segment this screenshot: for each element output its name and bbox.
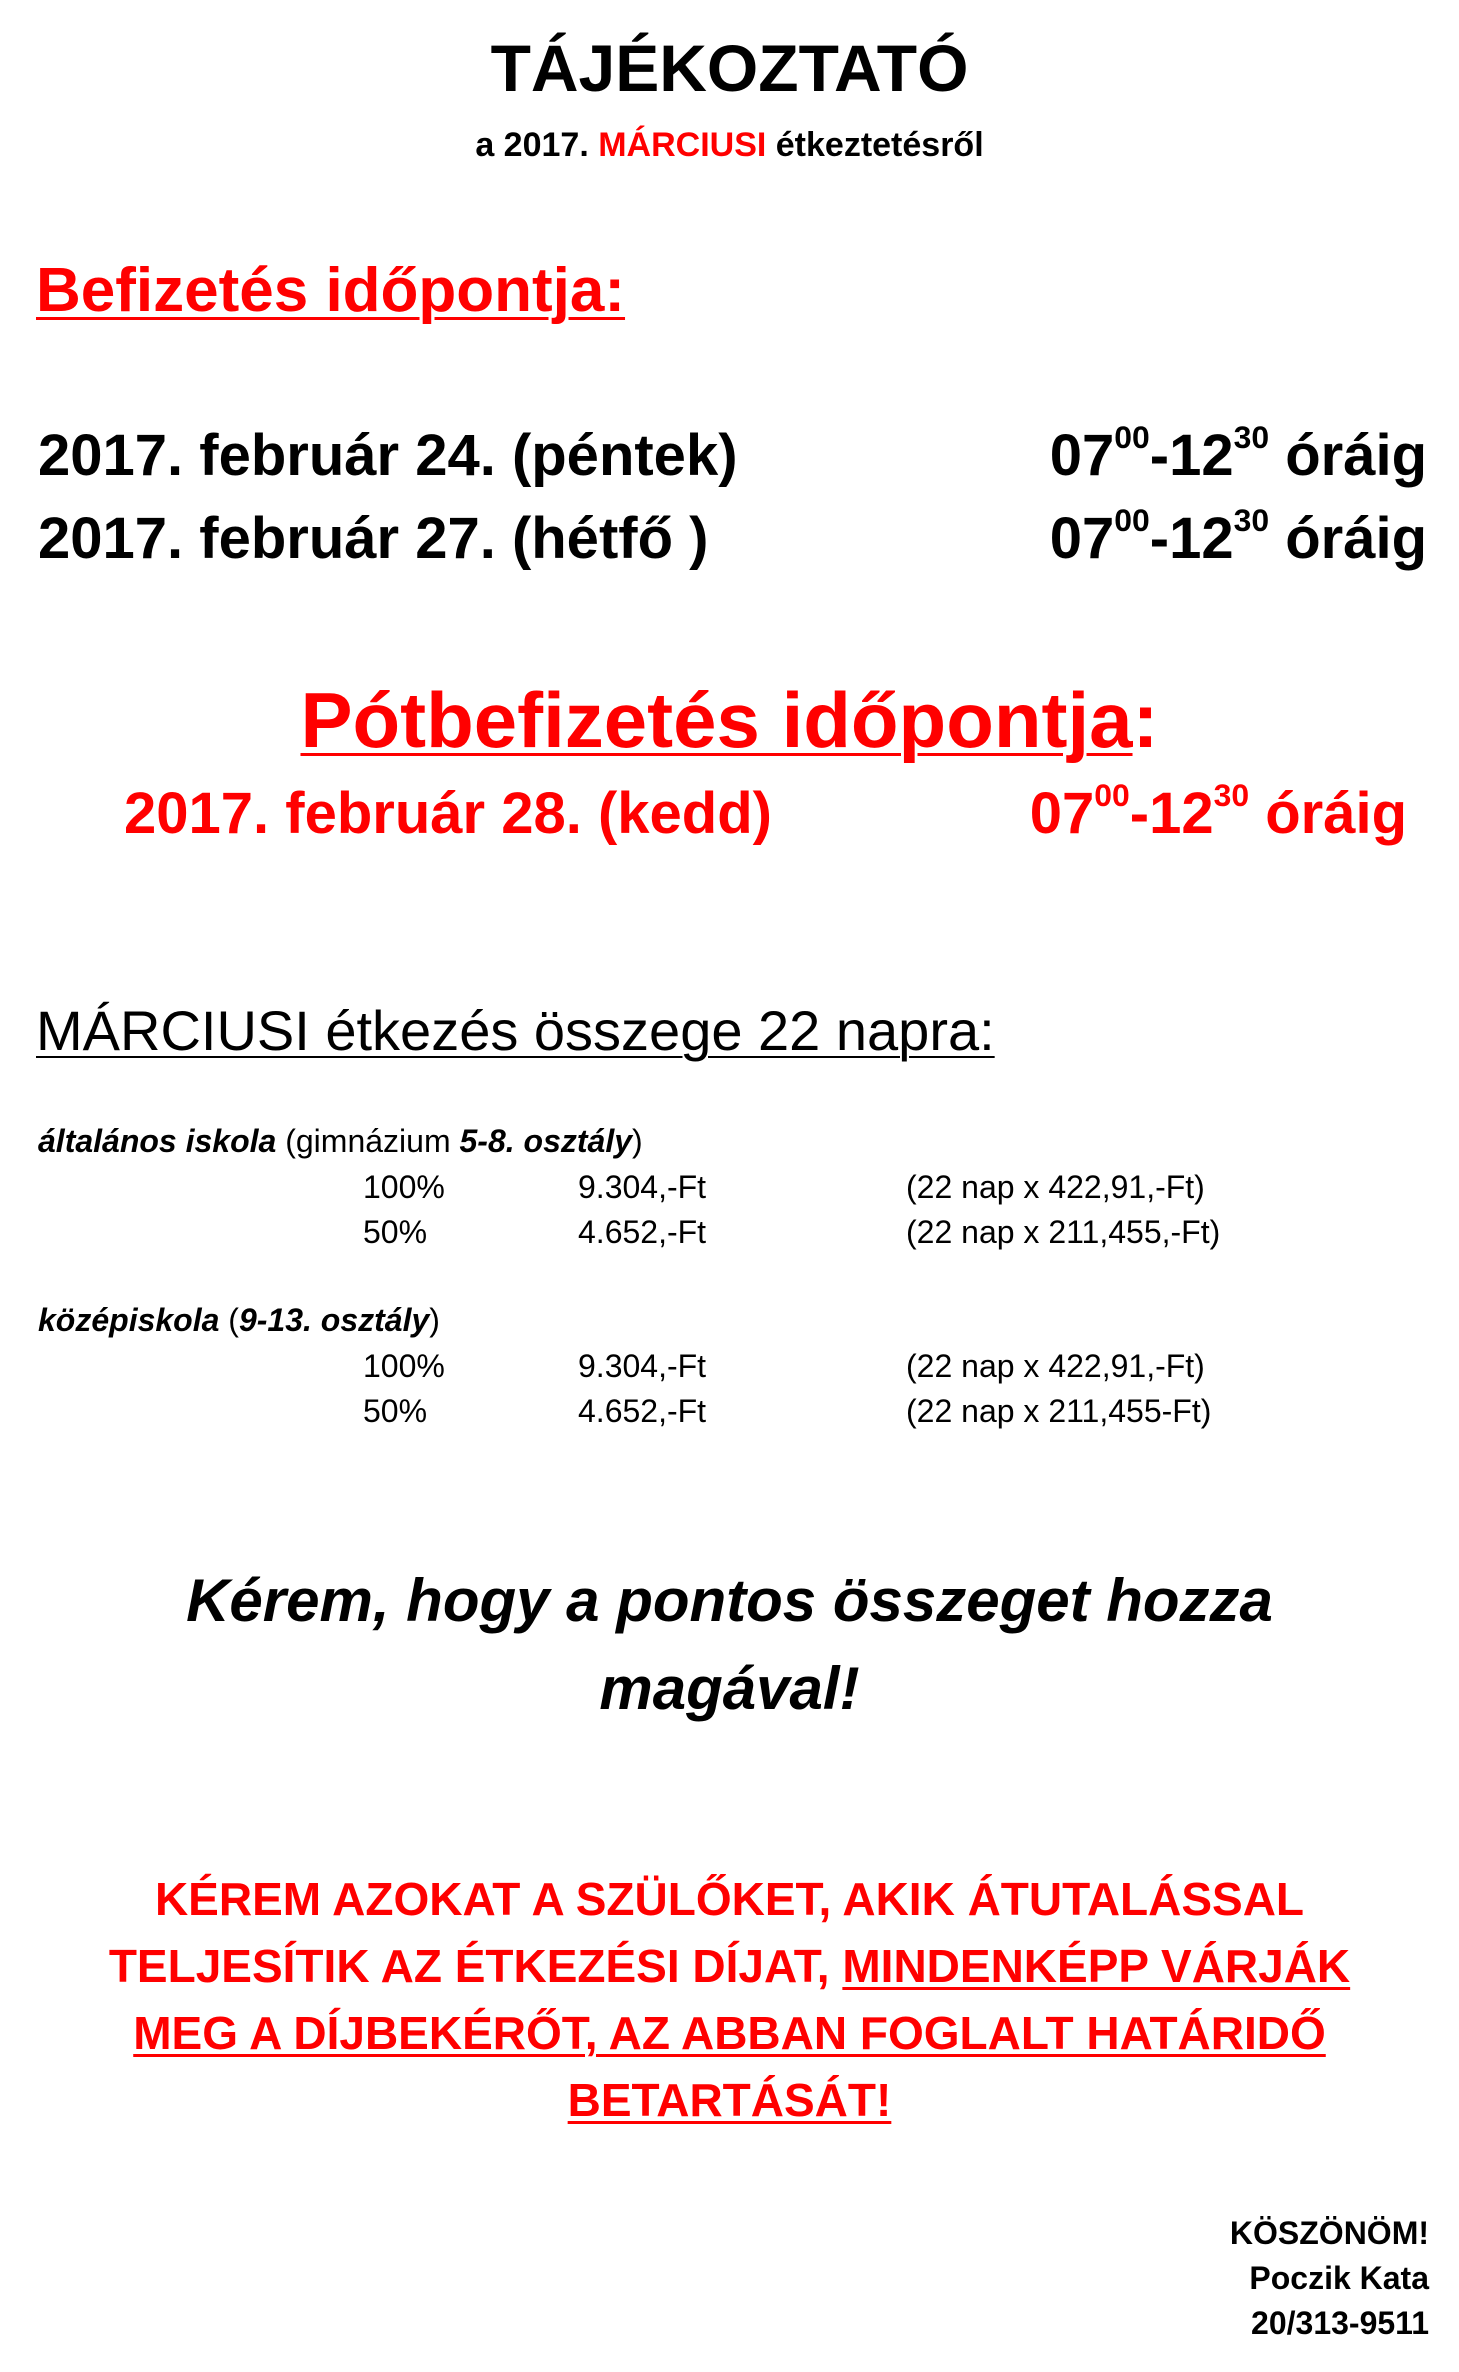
time-to-hour: -12 [1149,423,1234,488]
signature-name: Poczik Kata [1249,2260,1429,2296]
time-to-hour: -12 [1129,781,1214,846]
late-payment-heading-colon: : [1132,676,1159,764]
subtitle-post: étkeztetésről [766,126,984,164]
time-from-hour: 07 [1049,423,1115,488]
time-from-hour: 07 [1029,781,1095,846]
row-calculation: (22 nap x 211,455,-Ft) [906,1214,1221,1250]
time-suffix: óráig [1269,423,1427,488]
category-name: általános iskola [38,1123,277,1159]
row-calculation: (22 nap x 211,455-Ft) [906,1393,1212,1429]
row-percent: 50% [363,1214,428,1250]
notice-line-3 [0,2000,1459,2067]
notice-line-4-underlined: BETARTÁSÁT! [567,2074,892,2126]
notice-line-3-underlined: MEG A DÍJBEKÉRŐT, AZ ABBAN FOGLALT HATÁRIDŐ [133,2007,1326,2059]
time-suffix: óráig [1269,506,1427,571]
row-amount: 9.304,-Ft [578,1348,707,1384]
time-suffix: óráig [1249,781,1407,846]
category-paren-open: ( [219,1302,239,1338]
payment-date-2: 2017. február 27. (hétfő ) [38,506,709,571]
time-from-minute: 00 [1114,501,1150,538]
row-amount: 4.652,-Ft [578,1214,707,1250]
category-paren-open: (gimnázium [276,1123,460,1159]
late-payment-time [1029,776,1407,847]
transfer-notice [0,1866,1459,2134]
signature-phone: 20/313-9511 [1251,2305,1429,2341]
late-payment-heading-text: Pótbefizetés időpontja [300,676,1133,764]
payment-heading: Befizetés időpontja: [36,256,626,325]
time-to-minute: 30 [1233,501,1270,538]
late-payment-date: 2017. február 28. (kedd) [124,781,772,846]
page-subtitle [0,126,1459,165]
category-paren-close: ) [632,1123,643,1159]
row-percent: 50% [363,1393,428,1429]
notice-line-1: KÉREM AZOKAT A SZÜLŐKET, AKIK ÁTUTALÁSSAL [154,1873,1305,1925]
category-secondary [38,1302,440,1339]
time-to-minute: 30 [1233,418,1270,455]
time-to-hour: -12 [1149,506,1234,571]
payment-time-2 [1049,501,1427,572]
category-paren-close: ) [429,1302,440,1338]
time-from-minute: 00 [1114,418,1150,455]
time-to-minute: 30 [1213,776,1250,813]
amounts-heading: MÁRCIUSI étkezés összege 22 napra: [36,999,995,1062]
signature-thanks: KÖSZÖNÖM! [1229,2215,1429,2251]
row-calculation: (22 nap x 422,91,-Ft) [906,1348,1205,1384]
row-percent: 100% [363,1169,445,1205]
row-amount: 9.304,-Ft [578,1169,707,1205]
payment-date-1: 2017. február 24. (péntek) [38,423,738,488]
notice-line-4 [0,2067,1459,2134]
subtitle-month: MÁRCIUSI [598,126,767,164]
row-calculation: (22 nap x 422,91,-Ft) [906,1169,1205,1205]
category-grade: 9-13. osztály [238,1302,430,1338]
row-amount: 4.652,-Ft [578,1393,707,1429]
category-name: középiskola [38,1302,220,1338]
page-title: TÁJÉKOZTATÓ [490,31,969,105]
late-payment-heading [0,675,1459,766]
time-from-minute: 00 [1094,776,1130,813]
category-elementary [38,1123,643,1160]
request-line-2: magával! [599,1655,860,1722]
time-from-hour: 07 [1049,506,1115,571]
notice-line-2-underlined: MINDENKÉPP VÁRJÁK [842,1940,1351,1992]
request-message [0,1557,1459,1733]
payment-time-1 [1049,418,1427,489]
subtitle-pre: a 2017. [475,126,599,164]
row-percent: 100% [363,1348,445,1384]
category-grade: 5-8. osztály [459,1123,632,1159]
notice-line-2-plain: TELJESÍTIK AZ ÉTKEZÉSI DÍJAT, [108,1940,843,1992]
request-line-1: Kérem, hogy a pontos összeget hozza [186,1567,1273,1634]
notice-line-2 [0,1933,1459,2000]
